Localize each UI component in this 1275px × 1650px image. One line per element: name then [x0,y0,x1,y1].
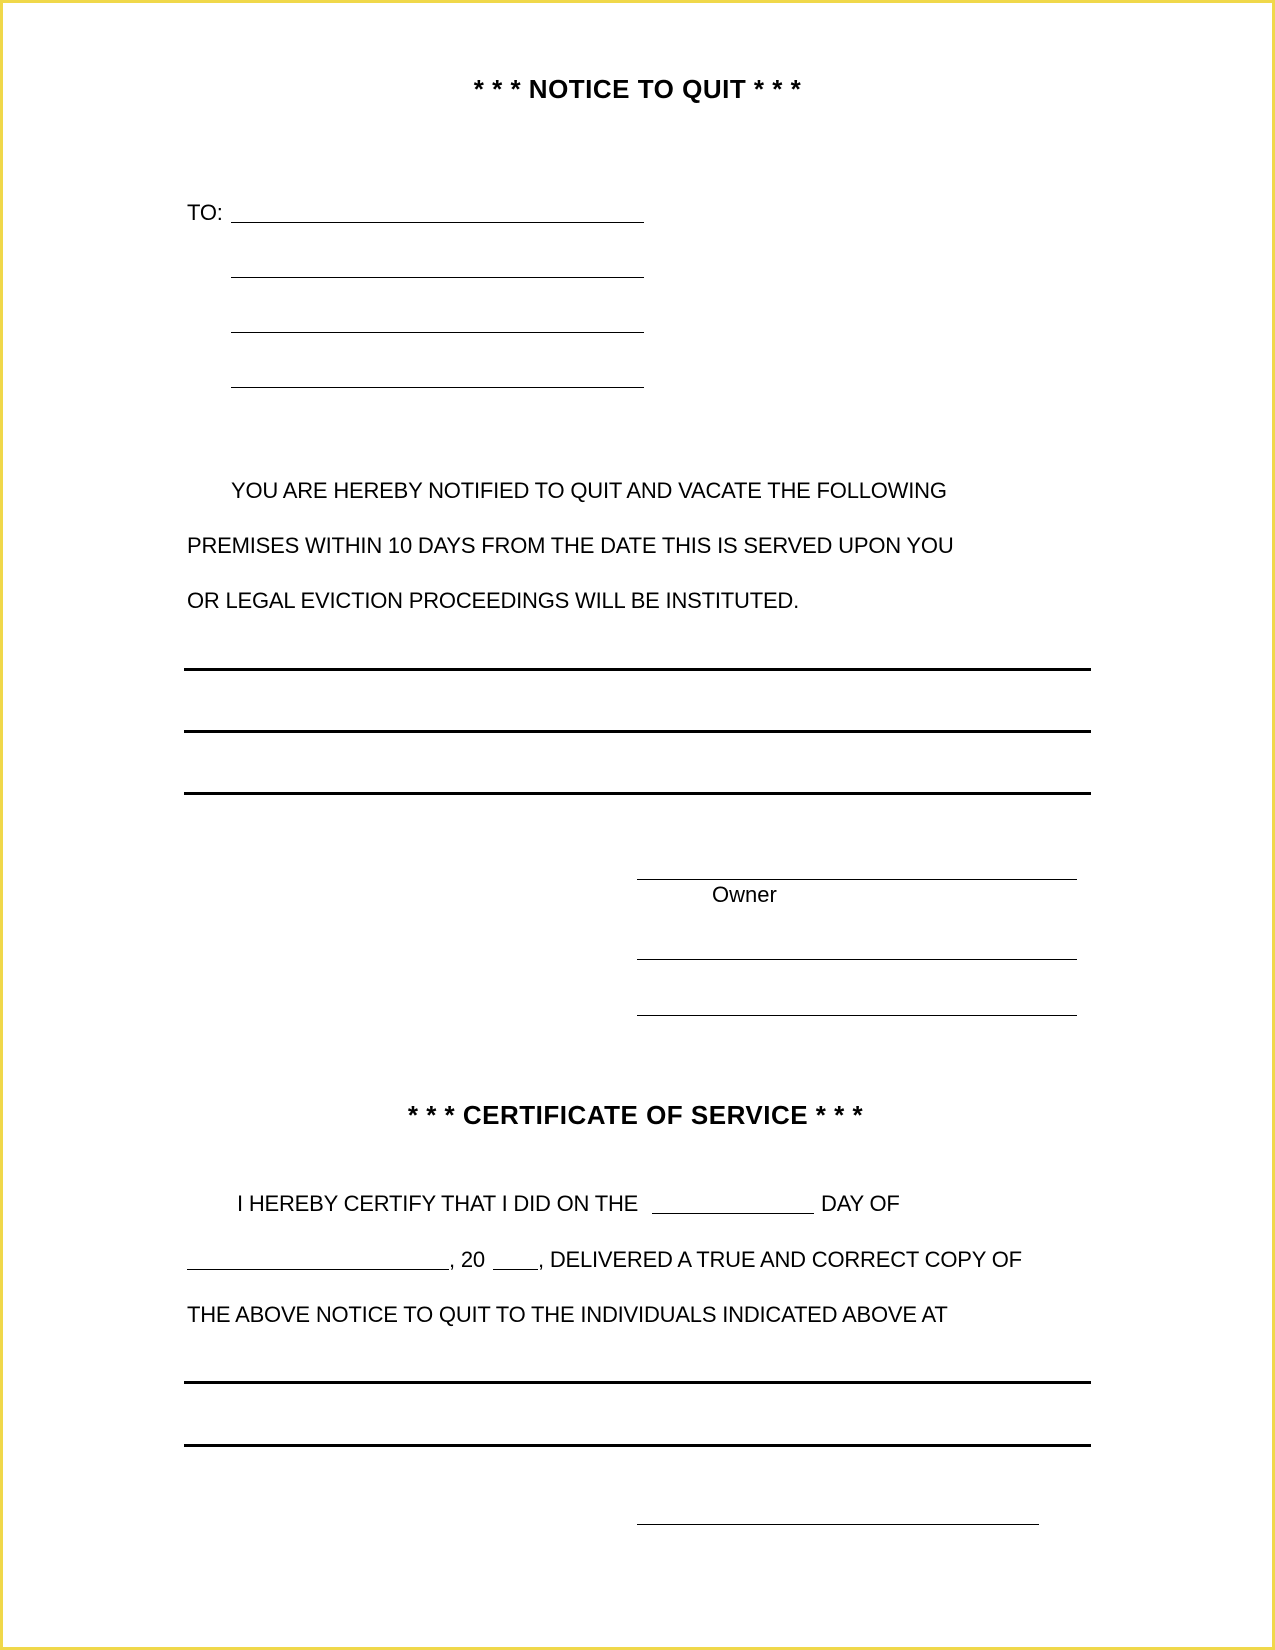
notice-title: * * * NOTICE TO QUIT * * * [473,74,802,104]
certificate-line-3: THE ABOVE NOTICE TO QUIT TO THE INDIVIDUALS INDICATED ABOVE AT [187,1302,948,1327]
year-blank[interactable] [493,1269,538,1270]
recipient-line-4[interactable] [231,387,644,388]
notice-body-line-1: YOU ARE HEREBY NOTIFIED TO QUIT AND VACATE THE FOLLOWING [231,478,947,503]
notice-body-line-3: OR LEGAL EVICTION PROCEEDINGS WILL BE INSTITUTED. [187,588,800,613]
service-address-line-1[interactable] [184,1381,1091,1384]
owner-address-line-2[interactable] [637,1015,1077,1016]
certificate-title: * * * CERTIFICATE OF SERVICE * * * [407,1100,864,1130]
certificate-line-1-end: DAY OF [821,1191,900,1216]
month-blank[interactable] [187,1269,449,1270]
service-address-line-2[interactable] [184,1444,1091,1447]
premises-line-2[interactable] [184,730,1091,733]
recipient-line-2[interactable] [231,277,644,278]
notice-body-line-2: PREMISES WITHIN 10 DAYS FROM THE DATE THIS IS SERVED UPON YOU [187,533,954,558]
certificate-year-prefix: , 20 [449,1247,485,1272]
to-label: TO: [187,200,223,225]
owner-address-line-1[interactable] [637,959,1077,960]
certificate-line-1-start: I HEREBY CERTIFY THAT I DID ON THE [237,1191,639,1216]
owner-signature-line[interactable] [637,879,1077,880]
certificate-line-2-end: , DELIVERED A TRUE AND CORRECT COPY OF [538,1247,1022,1272]
recipient-line-1[interactable] [231,222,644,223]
server-signature-line[interactable] [637,1524,1039,1525]
owner-label: Owner [712,882,777,907]
recipient-line-3[interactable] [231,332,644,333]
premises-line-1[interactable] [184,668,1091,671]
premises-line-3[interactable] [184,792,1091,795]
day-blank[interactable] [652,1213,814,1214]
